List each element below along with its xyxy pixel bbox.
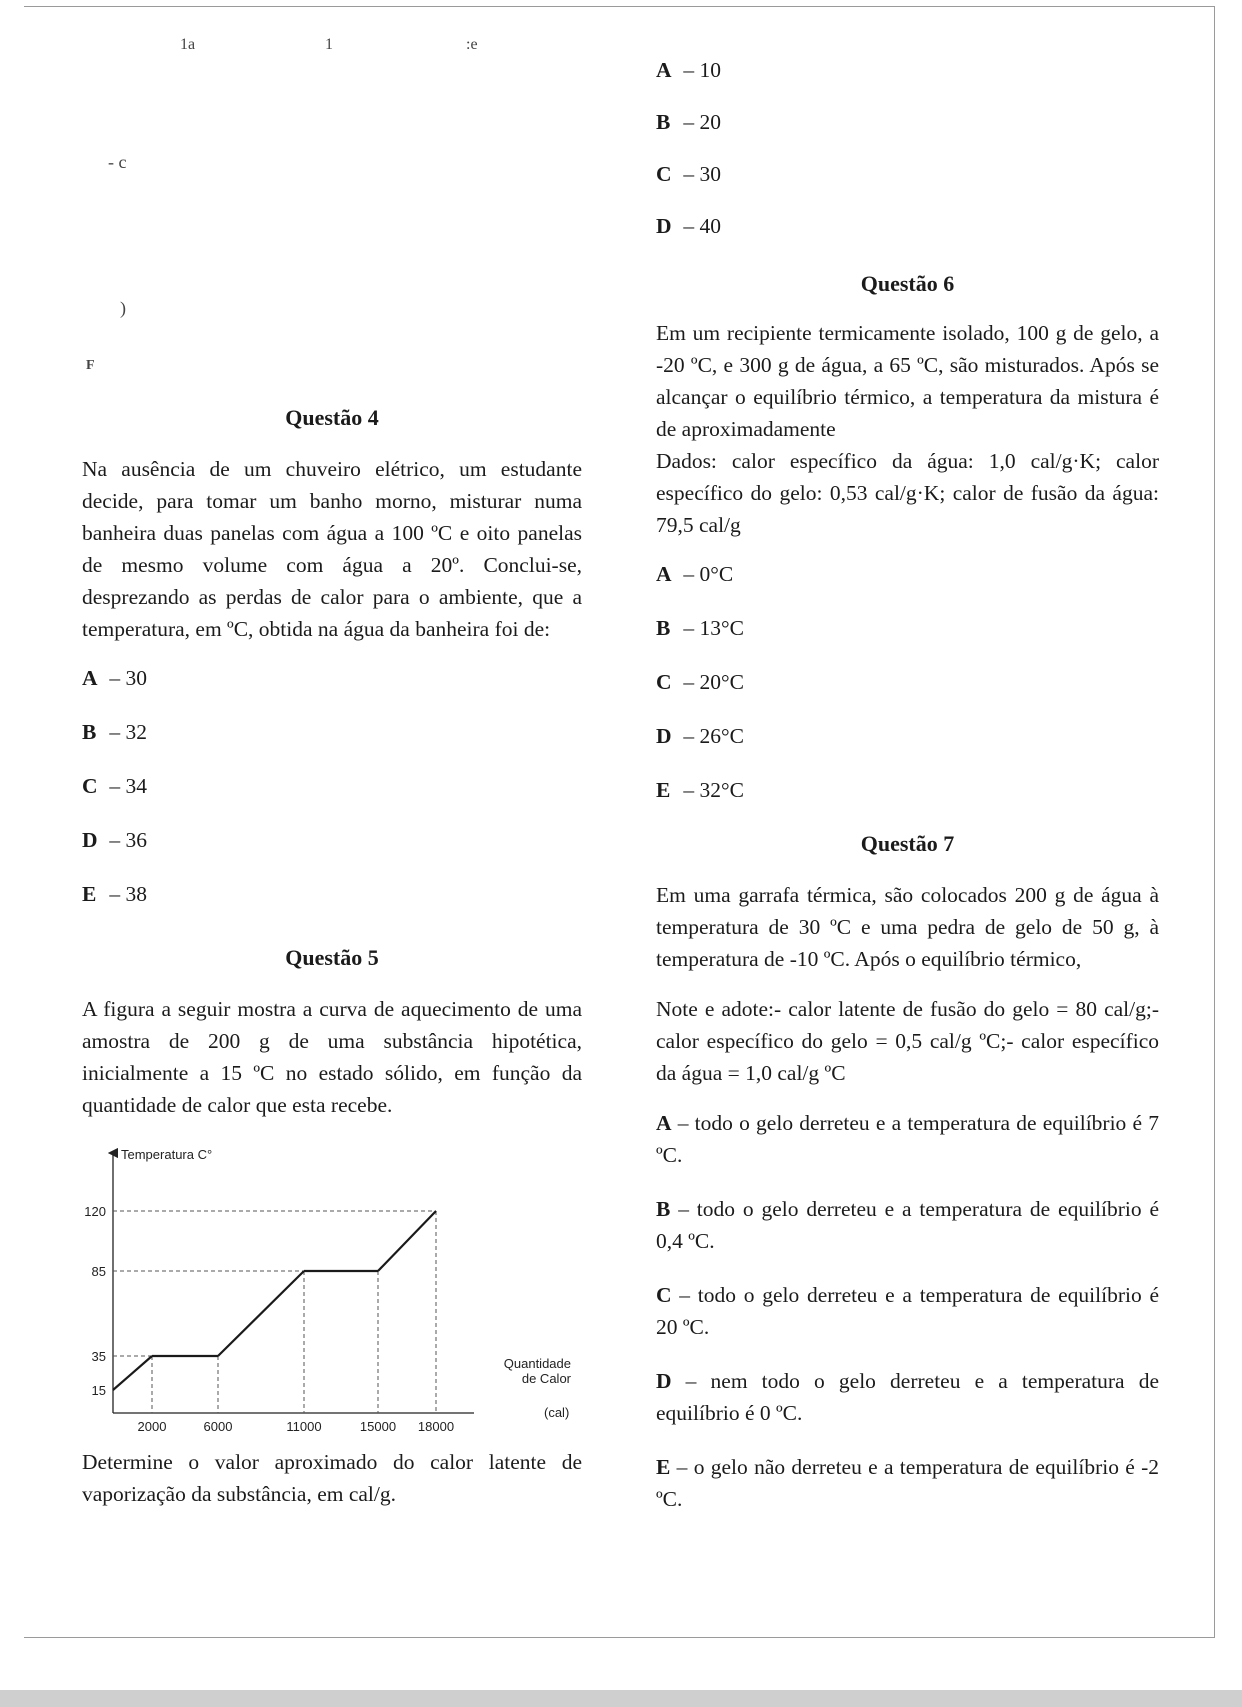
scan-fragment: - c (108, 152, 127, 172)
scan-fragment: 1 (325, 36, 333, 53)
x-tick-label: 15000 (359, 1419, 397, 1431)
option-a: A – 10 (656, 58, 721, 82)
q6-data: Dados: calor específico da água: 1,0 cal/g·K; calor específico do gelo: 0,53 cal/g·K; calor de fusão da água: 79,5 cal/g (656, 449, 1159, 537)
scan-bottom-band (0, 1690, 1242, 1707)
scan-fragment: 1a (180, 36, 196, 53)
option-d: D – 26°C (656, 724, 744, 748)
x-axis-label-line2: de Calor (521, 1371, 571, 1386)
option-d: D – nem todo o gelo derreteu e a temperatura de equilíbrio é 0 ºC. (656, 1369, 1159, 1425)
option-c: C – todo o gelo derreteu e a temperatura de equilíbrio é 20 ºC. (656, 1283, 1160, 1339)
scan-fragment: ) (120, 298, 126, 318)
curve-segment (378, 1211, 436, 1271)
option-e: E – o gelo não derreteu e a temperatura de equilíbrio é -2 ºC. (656, 1455, 1160, 1511)
heating-curve-chart (76, 1131, 582, 1436)
q4-options (82, 663, 582, 909)
q7-text: Em uma garrafa térmica, são colocados 200 g de água à temperatura de 30 ºC e uma pedra de gelo de 50 g, à temperatura de -10 ºC. Após o equilíbrio térmico, (656, 883, 1159, 971)
right-column (656, 55, 1159, 1515)
q5-options-top (656, 55, 1159, 241)
q4-title: Questão 4 (285, 405, 379, 430)
x-axis-label-line1: Quantidade (503, 1356, 571, 1371)
y-tick-label: 15 (91, 1383, 106, 1398)
option-a: A – todo o gelo derreteu e a temperatura de equilíbrio é 7 ºC. (656, 1111, 1159, 1167)
scan-fragment: :e (466, 36, 478, 53)
option-d: D – 40 (656, 214, 721, 238)
option-b: B – 20 (656, 110, 721, 134)
option-d: D – 36 (82, 828, 147, 852)
curve-segment (218, 1271, 304, 1356)
x-tick-label: 2000 (137, 1419, 167, 1431)
q7-note: Note e adote:- calor latente de fusão do gelo = 80 cal/g;- calor específico do gelo = 0,5 cal/g ºC;- calor específico da água = 1,0 cal/g ºC (656, 997, 1159, 1085)
y-tick-label: 85 (91, 1264, 106, 1279)
y-tick-label: 35 (91, 1349, 106, 1364)
q4-text: Na ausência de um chuveiro elétrico, um estudante decide, para tomar um banho morno, misturar numa banheira duas panelas com água a 100 ºC e oito panelas de mesmo volume com água a 20º. Conclui-se, desprezando as perdas de calor para o ambiente, que a temperatura, em ºC, obtida na água da banheira foi de: (82, 457, 582, 641)
option-c: C – 34 (82, 774, 147, 798)
left-column (82, 405, 582, 1510)
x-tick-label: 18000 (417, 1419, 455, 1431)
x-tick-label: 6000 (203, 1419, 233, 1431)
option-a: A – 30 (82, 666, 147, 690)
option-c: C – 30 (656, 162, 721, 186)
q7-options (656, 1107, 1159, 1515)
q5-title: Questão 5 (285, 945, 379, 970)
x-axis-unit: (cal) (544, 1405, 570, 1420)
option-e: E – 38 (82, 882, 147, 906)
y-axis-label: Temperatura C° (121, 1147, 213, 1162)
curve-segment (113, 1356, 152, 1390)
q6-options (656, 559, 1159, 805)
q6-title: Questão 6 (860, 271, 955, 296)
option-a: A – 0°C (656, 562, 734, 586)
scan-fragment: F (86, 358, 95, 373)
option-c: C – 20°C (656, 670, 744, 694)
q7-title: Questão 7 (860, 831, 955, 856)
x-tick-label: 11000 (286, 1419, 322, 1431)
q6-text: Em um recipiente termicamente isolado, 100 g de gelo, a -20 ºC, e 300 g de água, a 65 ºC, são misturados. Após se alcançar o equilíbrio térmico, a temperatura da mistura é de aproximadamente (656, 321, 1159, 441)
q5-text: A figura a seguir mostra a curva de aquecimento de uma amostra de 200 g de uma substância hipotética, inicialmente a 15 ºC no estado sólido, em função da quantidade de calor que esta recebe. (82, 997, 582, 1117)
q5-question: Determine o valor aproximado do calor latente de vaporização da substância, em cal/g. (82, 1450, 582, 1506)
heating-curve-svg (76, 1131, 596, 1431)
option-b: B – 32 (82, 720, 147, 744)
y-tick-label: 120 (84, 1204, 106, 1219)
option-b: B – 13°C (656, 616, 744, 640)
option-e: E – 32°C (656, 778, 744, 802)
option-b: B – todo o gelo derreteu e a temperatura de equilíbrio é 0,4 ºC. (656, 1197, 1160, 1253)
